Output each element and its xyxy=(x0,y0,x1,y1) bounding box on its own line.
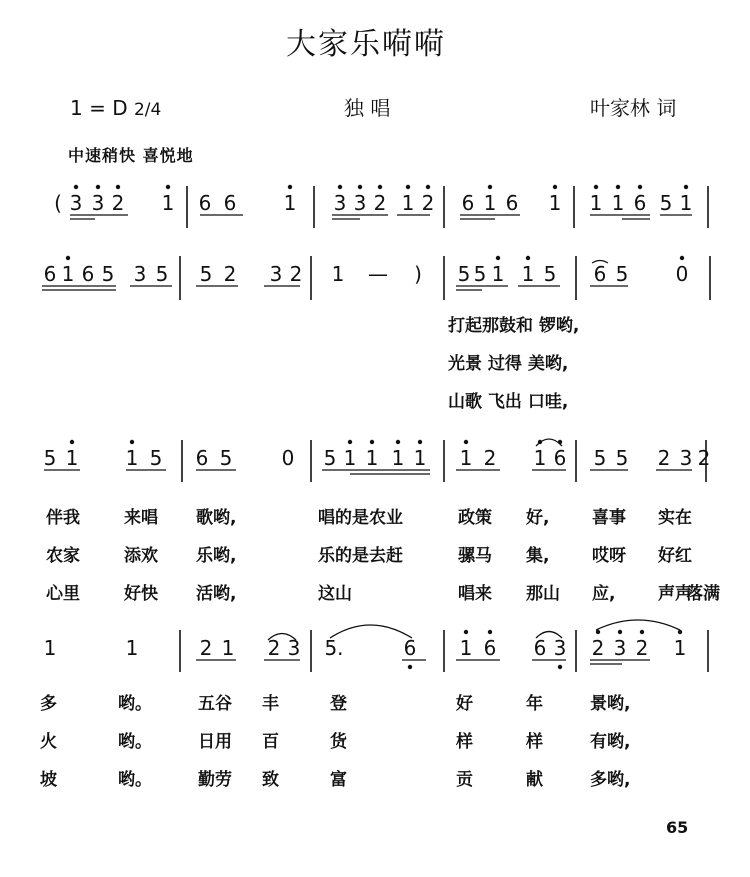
high-octave-dot xyxy=(338,185,342,189)
lyric-text: 活哟, xyxy=(196,584,237,604)
note-digit: 5. xyxy=(324,636,344,660)
high-octave-dot xyxy=(496,256,500,260)
note-digit: 6 xyxy=(43,262,57,286)
note-digit: 6 xyxy=(633,191,647,215)
lyric-text: 好红 xyxy=(658,546,692,566)
note-digit: 2 xyxy=(697,446,711,470)
high-octave-dot xyxy=(618,630,622,634)
note-digit: 1 xyxy=(125,446,139,470)
performance-mode: 独 唱 xyxy=(344,96,391,120)
lyric-text: 哟。 xyxy=(118,694,152,714)
note-digit: 3 xyxy=(333,191,347,215)
note-digit: ) xyxy=(414,262,422,286)
lyric-text: 骡马 xyxy=(458,546,492,566)
high-octave-dot xyxy=(488,185,492,189)
note-digit: 6 xyxy=(593,262,607,286)
high-octave-dot xyxy=(553,185,557,189)
notation-row-3 xyxy=(44,439,711,482)
high-octave-dot xyxy=(378,185,382,189)
note-digit: 5 xyxy=(155,262,169,286)
lyric-line: 山歌 飞出 口哇, xyxy=(448,392,569,412)
lyric-text: 乐哟, xyxy=(196,546,237,566)
note-digit: 2 xyxy=(483,446,497,470)
lyric-text: 货 xyxy=(330,732,347,752)
lyric-text: 富 xyxy=(330,770,347,790)
lyric-text: 致 xyxy=(262,770,279,790)
lyric-text: 唱来 xyxy=(458,584,492,604)
lyric-text: 好快 xyxy=(124,584,158,604)
note-digit: 1 xyxy=(61,262,75,286)
note-digit: 1 xyxy=(483,191,497,215)
high-octave-dot xyxy=(70,440,74,444)
tempo-marking: 中速稍快 喜悦地 xyxy=(68,146,194,165)
high-octave-dot xyxy=(616,185,620,189)
note-digit: 1 xyxy=(491,262,505,286)
note-digit: 1 xyxy=(221,636,235,660)
high-octave-dot xyxy=(558,440,562,444)
note-digit: 5 xyxy=(43,446,57,470)
high-octave-dot xyxy=(594,185,598,189)
note-digit: 6 xyxy=(553,446,567,470)
lyric-text: 贡 xyxy=(456,770,473,790)
note-digit: 1 xyxy=(65,446,79,470)
note-digit: 2 xyxy=(111,191,125,215)
lyric-text: 景哟, xyxy=(590,694,631,714)
note-digit: 6 xyxy=(483,636,497,660)
lyric-line: 光景 过得 美哟, xyxy=(448,354,569,374)
note-digit: 2 xyxy=(267,636,281,660)
page-number: 65 xyxy=(666,818,689,837)
high-octave-dot xyxy=(526,256,530,260)
lyric-text: 多 xyxy=(40,694,57,714)
song-title: 大家乐嗬嗬 xyxy=(286,27,446,62)
note-digit: 3 xyxy=(679,446,693,470)
high-octave-dot xyxy=(680,256,684,260)
note-digit: 6 xyxy=(198,191,212,215)
time-signature: 2/4 xyxy=(133,100,162,120)
lyric-text: 好, xyxy=(526,508,550,528)
low-octave-dot xyxy=(408,665,412,669)
high-octave-dot xyxy=(418,440,422,444)
lyric-text: 来唱 xyxy=(124,508,158,528)
lyric-text: 乐的是去赶 xyxy=(318,546,403,566)
high-octave-dot xyxy=(464,440,468,444)
note-digit: 2 xyxy=(591,636,605,660)
notation-row-1 xyxy=(54,185,708,228)
note-digit: 3 xyxy=(613,636,627,660)
lyric-text: 声声 xyxy=(658,584,692,604)
note-digit: 1 xyxy=(533,446,547,470)
high-octave-dot xyxy=(640,630,644,634)
high-octave-dot xyxy=(348,440,352,444)
lyric-text: 日用 xyxy=(198,732,232,752)
lyric-text: 样 xyxy=(456,732,473,752)
note-digit: 5 xyxy=(543,262,557,286)
lyric-text: 政策 xyxy=(458,508,492,528)
note-digit: 6 xyxy=(533,636,547,660)
note-digit: 6 xyxy=(403,636,417,660)
lyric-text: 五谷 xyxy=(198,694,232,714)
note-digit: 5 xyxy=(615,262,629,286)
note-digit: 6 xyxy=(505,191,519,215)
note-digit: 1 xyxy=(331,262,345,286)
note-digit: 1 xyxy=(673,636,687,660)
high-octave-dot xyxy=(66,256,70,260)
lyric-text: 喜事 xyxy=(592,508,626,528)
note-digit: 2 xyxy=(635,636,649,660)
lyric-text: 献 xyxy=(526,770,543,790)
lyric-text: 火 xyxy=(40,732,57,752)
high-octave-dot xyxy=(396,440,400,444)
note-digit: 3 xyxy=(353,191,367,215)
high-octave-dot xyxy=(638,185,642,189)
lyric-text: 勤劳 xyxy=(198,770,232,790)
high-octave-dot xyxy=(130,440,134,444)
note-digit: 5 xyxy=(593,446,607,470)
note-digit: 1 xyxy=(365,446,379,470)
high-octave-dot xyxy=(288,185,292,189)
lyric-text: 样 xyxy=(526,732,543,752)
note-digit: 1 xyxy=(391,446,405,470)
note-digit: 6 xyxy=(81,262,95,286)
lyric-text: 歌哟, xyxy=(196,508,237,528)
note-digit: 2 xyxy=(223,262,237,286)
note-digit: 3 xyxy=(553,636,567,660)
note-digit: 1 xyxy=(548,191,562,215)
note-digit: 5 xyxy=(219,446,233,470)
note-digit: 5 xyxy=(473,262,487,286)
high-octave-dot xyxy=(358,185,362,189)
note-digit: 1 xyxy=(413,446,427,470)
lyric-text: 那山 xyxy=(526,584,560,604)
note-digit: ( xyxy=(54,191,62,215)
lyric-text: 哎呀 xyxy=(592,546,626,566)
high-octave-dot xyxy=(488,630,492,634)
note-digit: 2 xyxy=(199,636,213,660)
note-digit: 1 xyxy=(459,636,473,660)
note-digit: 1 xyxy=(283,191,297,215)
high-octave-dot xyxy=(684,185,688,189)
lyric-text: 哟。 xyxy=(118,732,152,752)
note-digit: 1 xyxy=(43,636,57,660)
note-digit: 1 xyxy=(611,191,625,215)
notation-row-2 xyxy=(42,256,710,300)
lyric-text: 哟。 xyxy=(118,770,152,790)
high-octave-dot xyxy=(116,185,120,189)
high-octave-dot xyxy=(166,185,170,189)
note-digit: 3 xyxy=(133,262,147,286)
note-digit: 5 xyxy=(101,262,115,286)
key-label: 1 = D xyxy=(70,96,128,120)
lyric-text: 这山 xyxy=(318,584,352,604)
notation-row-4 xyxy=(44,620,708,672)
note-digit: 0 xyxy=(675,262,689,286)
note-digit: 1 xyxy=(125,636,139,660)
note-digit: 1 xyxy=(521,262,535,286)
lyric-text: 伴我 xyxy=(46,508,80,528)
lyric-text: 落满 xyxy=(686,584,720,604)
high-octave-dot xyxy=(96,185,100,189)
note-digit: 3 xyxy=(287,636,301,660)
lyric-text: 集, xyxy=(526,546,550,566)
note-digit: 0 xyxy=(281,446,295,470)
note-digit: 6 xyxy=(461,191,475,215)
note-digit: 5 xyxy=(615,446,629,470)
lyric-text: 农家 xyxy=(46,546,80,566)
lyric-text: 坡 xyxy=(40,770,57,790)
note-digit: 6 xyxy=(195,446,209,470)
note-digit: 1 xyxy=(401,191,415,215)
high-octave-dot xyxy=(370,440,374,444)
high-octave-dot xyxy=(678,630,682,634)
note-digit: 5 xyxy=(149,446,163,470)
lyric-text: 实在 xyxy=(658,508,692,528)
lyric-text: 添欢 xyxy=(124,546,158,566)
lyric-text: 唱的是农业 xyxy=(318,508,403,528)
note-digit: 2 xyxy=(421,191,435,215)
note-digit: 5 xyxy=(323,446,337,470)
lyric-text: 应, xyxy=(592,584,616,604)
note-digit: 3 xyxy=(269,262,283,286)
lyric-text: 年 xyxy=(526,694,543,714)
lyric-text: 有哟, xyxy=(590,732,631,752)
note-digit: 5 xyxy=(457,262,471,286)
lyric-text: 登 xyxy=(330,694,347,714)
note-digit: 1 xyxy=(589,191,603,215)
lyric-text: 心里 xyxy=(46,584,80,604)
lyricist-credit: 叶家林 词 xyxy=(590,96,677,120)
note-digit: 1 xyxy=(343,446,357,470)
note-digit: 3 xyxy=(91,191,105,215)
low-octave-dot xyxy=(558,665,562,669)
lyric-text: 好 xyxy=(456,694,473,714)
note-digit: 2 xyxy=(657,446,671,470)
lyric-text: 丰 xyxy=(262,694,279,714)
note-digit: 2 xyxy=(373,191,387,215)
note-digit: 1 xyxy=(459,446,473,470)
note-digit: — xyxy=(368,262,388,286)
note-digit: 1 xyxy=(679,191,693,215)
note-digit: 2 xyxy=(289,262,303,286)
note-digit: 6 xyxy=(223,191,237,215)
high-octave-dot xyxy=(74,185,78,189)
note-digit: 1 xyxy=(161,191,175,215)
high-octave-dot xyxy=(426,185,430,189)
lyric-line: 打起那鼓和 锣哟, xyxy=(448,316,580,336)
high-octave-dot xyxy=(464,630,468,634)
high-octave-dot xyxy=(538,440,542,444)
high-octave-dot xyxy=(406,185,410,189)
lyric-text: 多哟, xyxy=(590,770,631,790)
note-digit: 5 xyxy=(659,191,673,215)
note-digit: 5 xyxy=(199,262,213,286)
high-octave-dot xyxy=(596,630,600,634)
lyric-text: 百 xyxy=(262,732,279,752)
note-digit: 3 xyxy=(69,191,83,215)
